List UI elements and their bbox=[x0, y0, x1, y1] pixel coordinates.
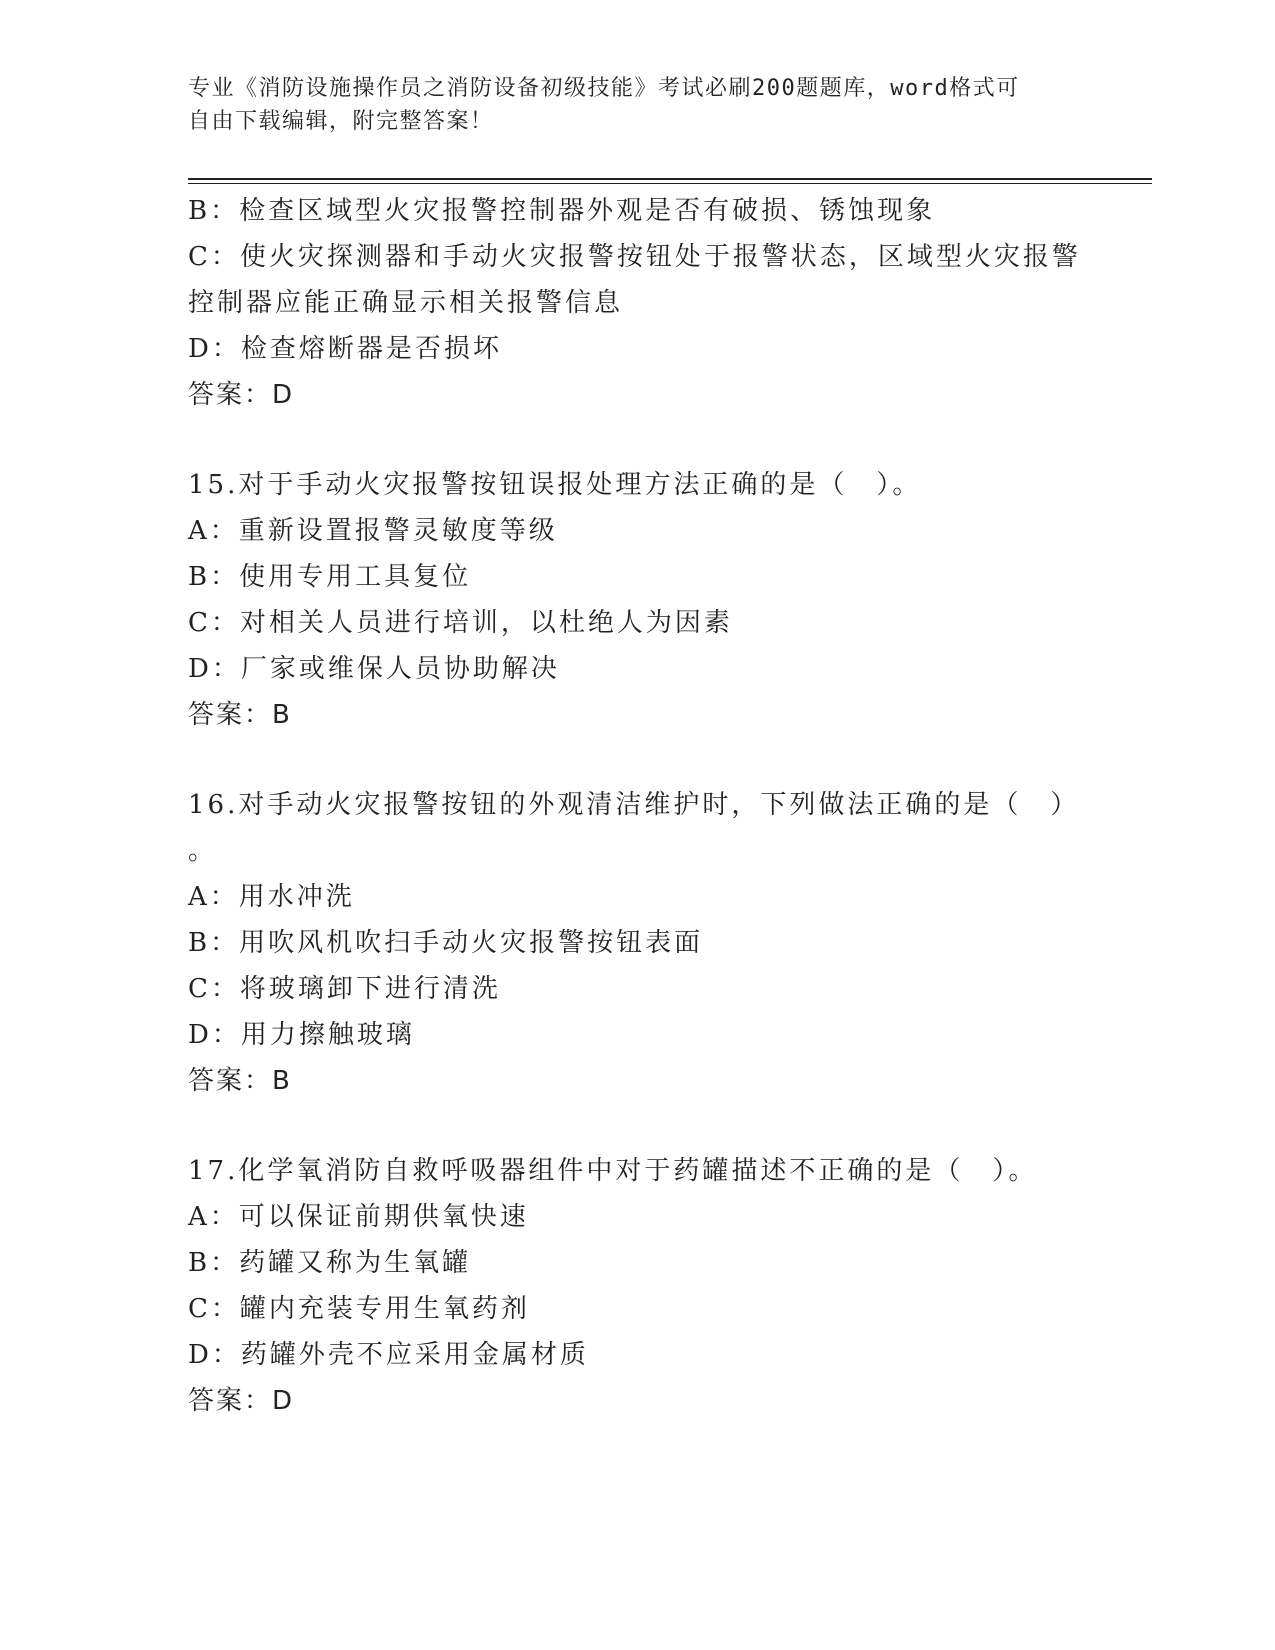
option-d: D：厂家或维保人员协助解决 bbox=[188, 654, 560, 684]
option-c: C：使火灾探测器和手动火灾报警按钮处于报警状态，区域型火灾报警 bbox=[188, 242, 1081, 272]
answer: 答案：B bbox=[188, 700, 292, 730]
question-16 bbox=[188, 782, 1088, 1104]
header-divider-thin bbox=[188, 183, 1152, 184]
question-stem: 17.化学氧消防自救呼吸器组件中对于药罐描述不正确的是（ ）。 bbox=[188, 1156, 1038, 1186]
option-a: A：重新设置报警灵敏度等级 bbox=[188, 516, 558, 546]
question-stem-continued: 。 bbox=[188, 836, 218, 866]
option-a: A：用水冲洗 bbox=[188, 882, 355, 912]
answer: 答案：B bbox=[188, 1066, 292, 1096]
option-b: B：使用专用工具复位 bbox=[188, 562, 472, 592]
answer: 答案：D bbox=[188, 380, 295, 410]
option-d: D：用力擦触玻璃 bbox=[188, 1020, 415, 1050]
header-line-2: 自由下载编辑，附完整答案！ bbox=[188, 109, 494, 134]
option-b: B：用吹风机吹扫手动火灾报警按钮表面 bbox=[188, 928, 704, 958]
question-content bbox=[188, 188, 1088, 1424]
option-d: D：药罐外壳不应采用金属材质 bbox=[188, 1340, 589, 1370]
option-b: B：药罐又称为生氧罐 bbox=[188, 1248, 472, 1278]
option-c: C：将玻璃卸下进行清洗 bbox=[188, 974, 501, 1004]
header-line-1: 专业《消防设施操作员之消防设备初级技能》考试必刷200题题库，word格式可 bbox=[188, 76, 1020, 101]
question-stem: 16.对手动火灾报警按钮的外观清洁维护时，下列做法正确的是（ ） bbox=[188, 790, 1080, 820]
question-17 bbox=[188, 1148, 1088, 1424]
option-d: D：检查熔断器是否损坏 bbox=[188, 334, 502, 364]
question-stem: 15.对于手动火灾报警按钮误报处理方法正确的是（ ）。 bbox=[188, 470, 922, 500]
option-c-continued: 控制器应能正确显示相关报警信息 bbox=[188, 288, 624, 318]
option-a: A：可以保证前期供氧快速 bbox=[188, 1202, 529, 1232]
document-header bbox=[188, 72, 1088, 138]
question-15 bbox=[188, 462, 1088, 738]
option-c: C：对相关人员进行培训，以杜绝人为因素 bbox=[188, 608, 733, 638]
answer: 答案：D bbox=[188, 1386, 295, 1416]
option-c: C：罐内充装专用生氧药剂 bbox=[188, 1294, 530, 1324]
question-14-continued bbox=[188, 188, 1088, 418]
option-b: B：检查区域型火灾报警控制器外观是否有破损、锈蚀现象 bbox=[188, 196, 936, 226]
header-divider bbox=[188, 178, 1152, 180]
